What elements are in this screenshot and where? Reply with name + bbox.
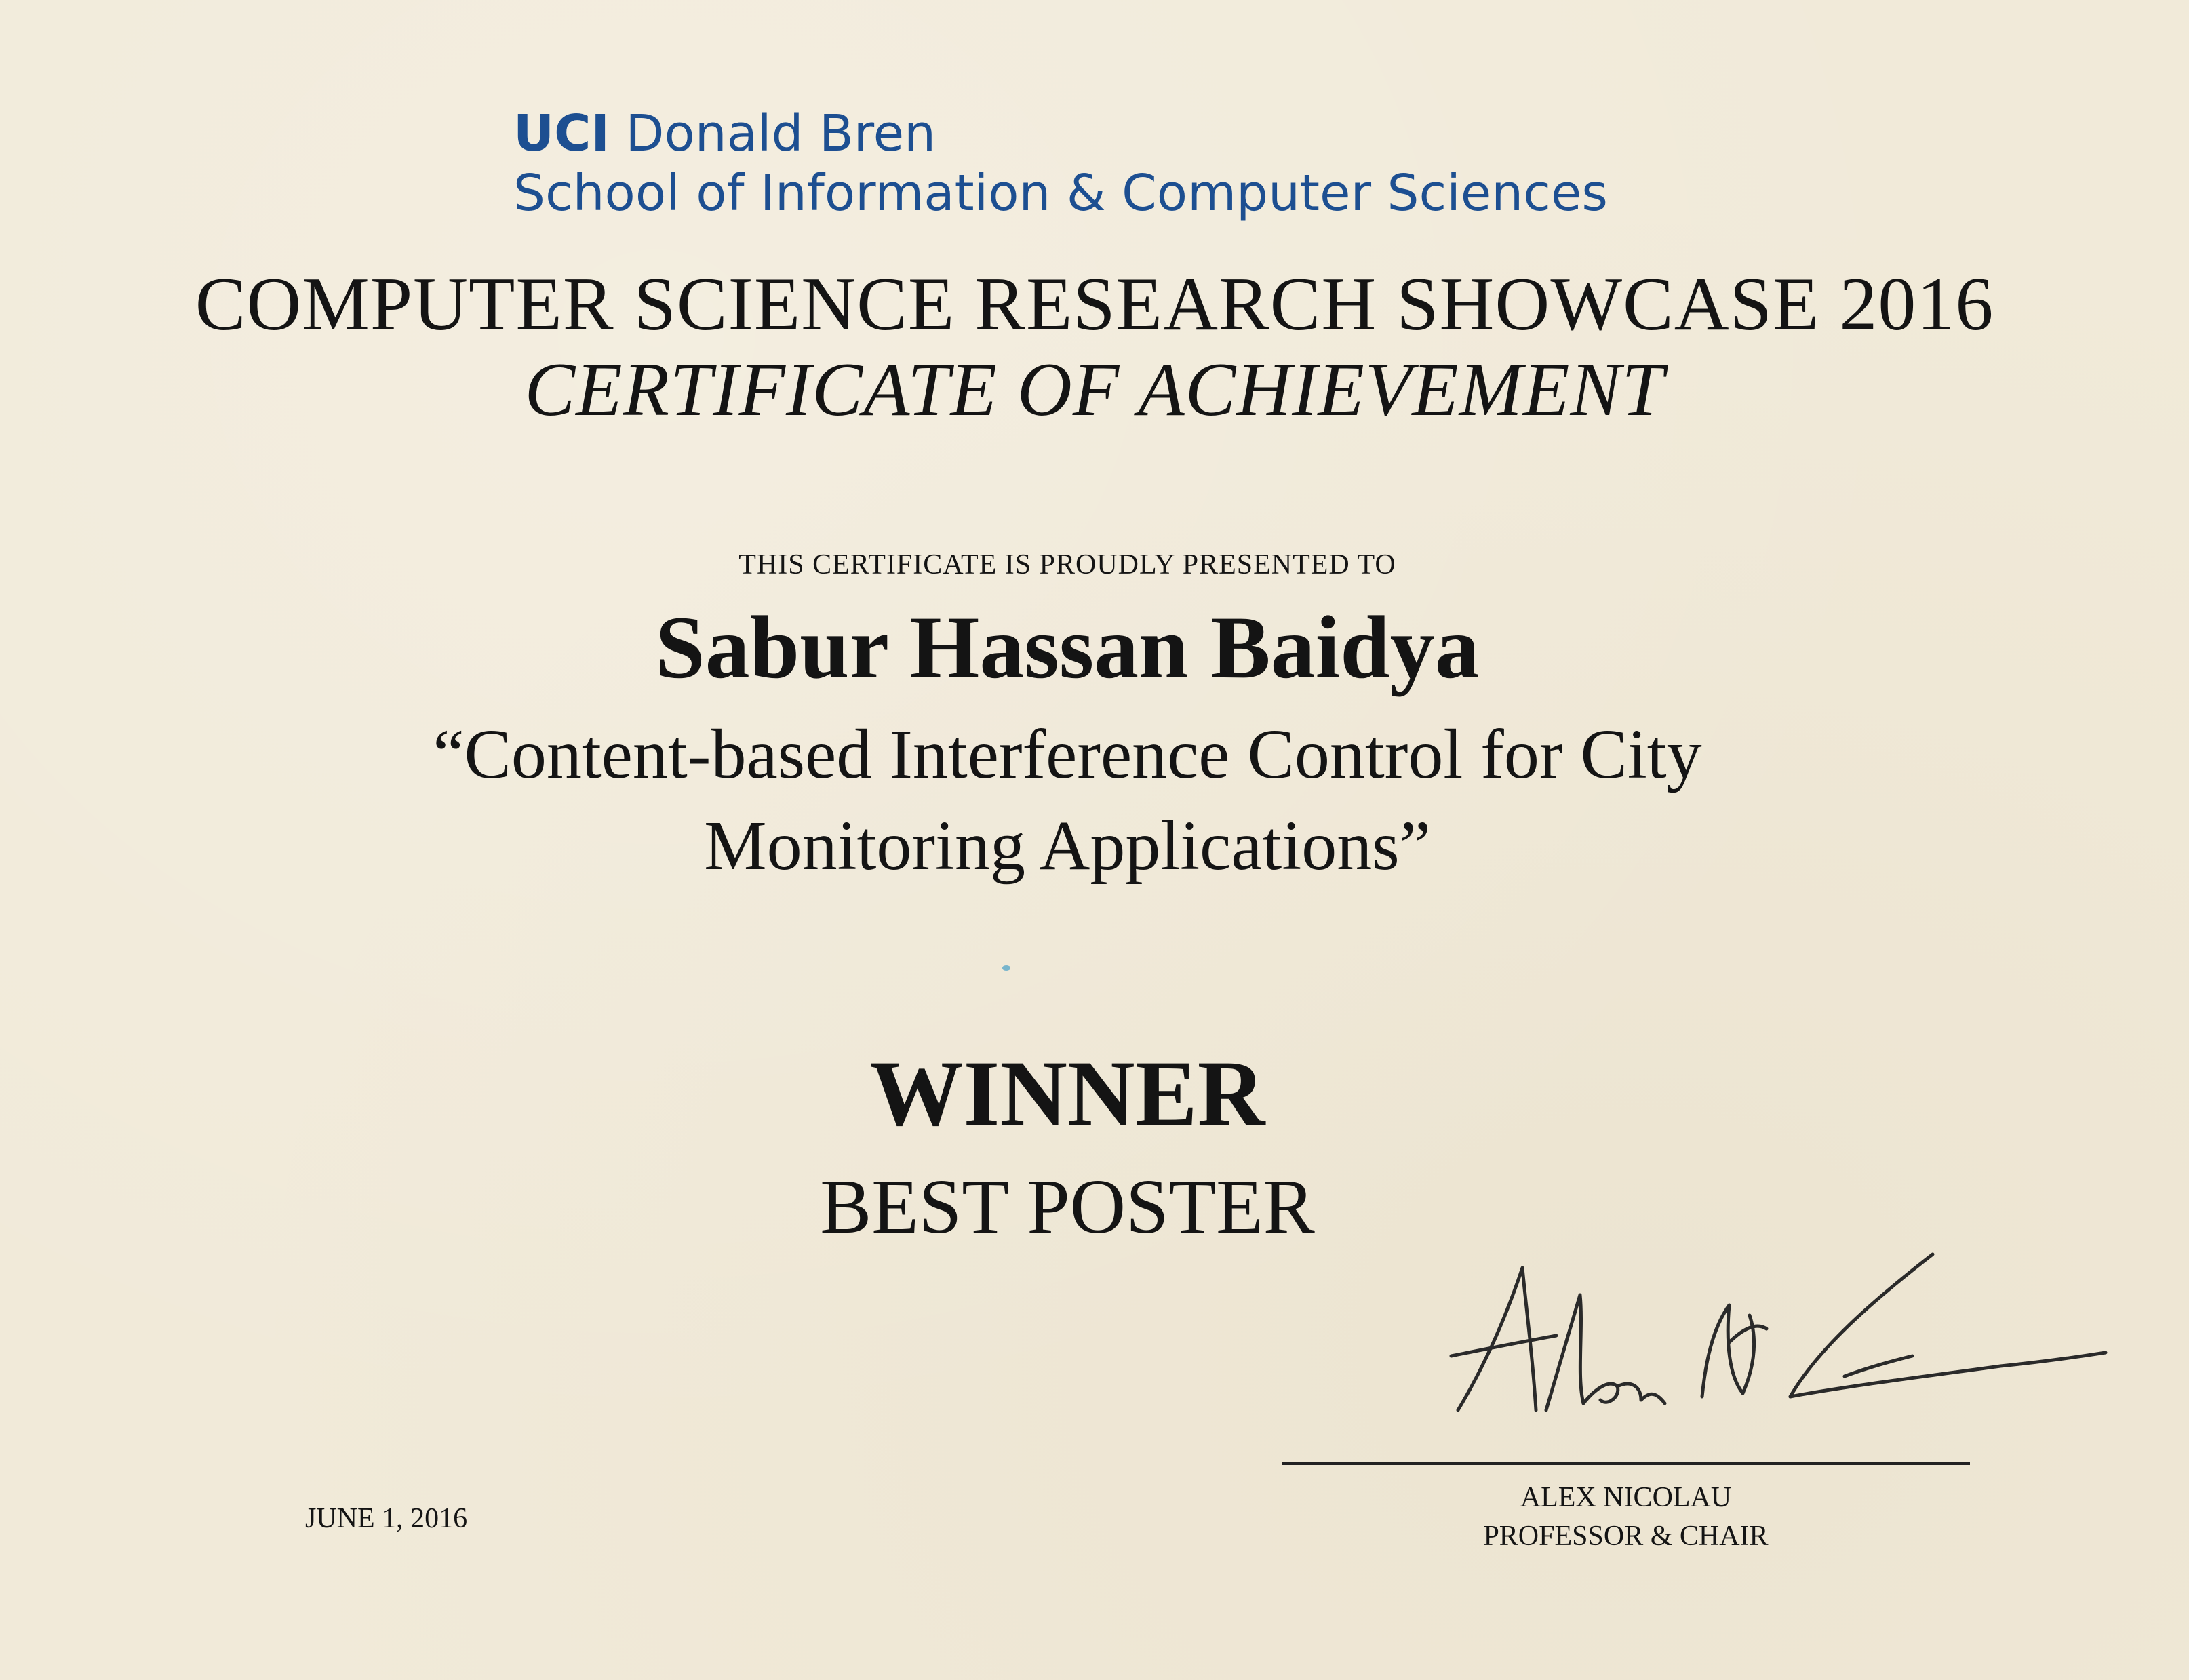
recipient-name: Sabur Hassan Baidya xyxy=(655,597,1480,697)
paper-speck xyxy=(1002,965,1010,971)
project-title-line-1: “Content-based Interference Control for City xyxy=(433,715,1702,793)
presented-to-label: THIS CERTIFICATE IS PROUDLY PRESENTED TO xyxy=(738,549,1396,580)
logo-name: Donald Bren xyxy=(625,104,936,163)
logo-mark: UCI xyxy=(513,104,610,163)
event-title: COMPUTER SCIENCE RESEARCH SHOWCASE 2016 xyxy=(195,262,1994,346)
handwritten-signature-icon xyxy=(1438,1241,2116,1444)
signer-title: PROFESSOR & CHAIR xyxy=(1483,1521,1769,1552)
signature-line xyxy=(1282,1462,1970,1465)
certificate-date: JUNE 1, 2016 xyxy=(305,1503,468,1534)
award-title: WINNER xyxy=(869,1041,1265,1145)
school-name: School of Information & Computer Sciences xyxy=(513,164,1608,222)
project-title-line-2: Monitoring Applications” xyxy=(704,807,1431,885)
certificate-type: CERTIFICATE OF ACHIEVEMENT xyxy=(524,348,1665,432)
award-category: BEST POSTER xyxy=(820,1163,1315,1249)
signer-name: ALEX NICOLAU xyxy=(1520,1482,1732,1513)
school-logo xyxy=(513,103,936,164)
